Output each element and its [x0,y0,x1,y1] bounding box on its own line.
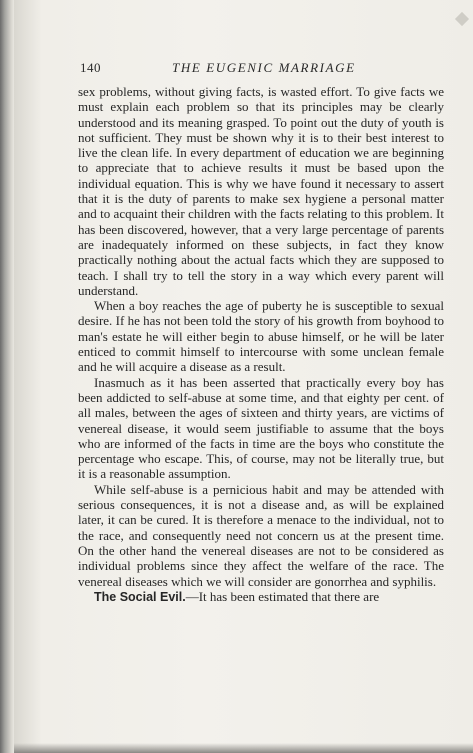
paragraph-venereal-diseases: While self-abuse is a pernicious habit and may be attended with serious consequences, it is not a disease and, as will be explained later, it can be cured. It is therefore a menace to the individual, not to the race, and consequently need not concern us at the present time. On the other hand the venereal diseases are not to be considered as individual problems since they affect the welfare of the race. The venereal diseases which we will consider are gonorrhea and syphilis. [78,481,444,589]
page-bottom-edge [14,743,473,753]
paragraph-self-abuse-statistics: Inasmuch as it has been asserted that practically every boy has been addicted to self-abuse at some time, and that eighty per cent. of all males, between the ages of sixteen and thirty years, are victims of venereal disease, it would seem justifiable to assume that the boys who are informed of the facts in time are the boys who constitute the percentage who escape. This, of course, may not be literally true, but it is a reasonable assumption. [78,374,444,482]
paragraph-puberty: When a boy reaches the age of puberty he is susceptible to sexual desire. If he has not been told the story of his growth from boyhood to man's estate he will either begin to abuse himself, or he will be later enticed to commit himself to intercourse with some unclean female and he will acquire a disease as a result. [78,298,444,375]
page-header [80,60,442,78]
section-heading: The Social Evil. [94,589,186,604]
page-number: 140 [80,60,101,75]
paragraph-continued: sex problems, without giving facts, is wasted effort. To give facts we must explain each problem so that its principles may be clearly understood and its meaning grasped. To point out the duty of youth is not sufficient. They must be shown why it is to their best interest to live the clean life. In every department of education we are beginning to appreciate that to achieve results it must be based upon the individual equation. This is why we have found it necessary to assert that it is the duty of parents to make sex hygiene a personal matter and to acquaint their children with the facts relating to this problem. It has been discovered, however, that a very large percentage of parents are inadequately informed on these subjects, in fact they know practically nothing about the actual facts which they are supposed to teach. I shall try to tell the story in a way which every parent will understand. [78,84,444,298]
book-spine-shadow [0,0,14,753]
body-text [78,84,444,605]
running-head: THE EUGENIC MARRIAGE [172,60,356,75]
paragraph-social-evil [78,589,444,605]
section-text: —It has been estimated that there are [185,588,380,604]
